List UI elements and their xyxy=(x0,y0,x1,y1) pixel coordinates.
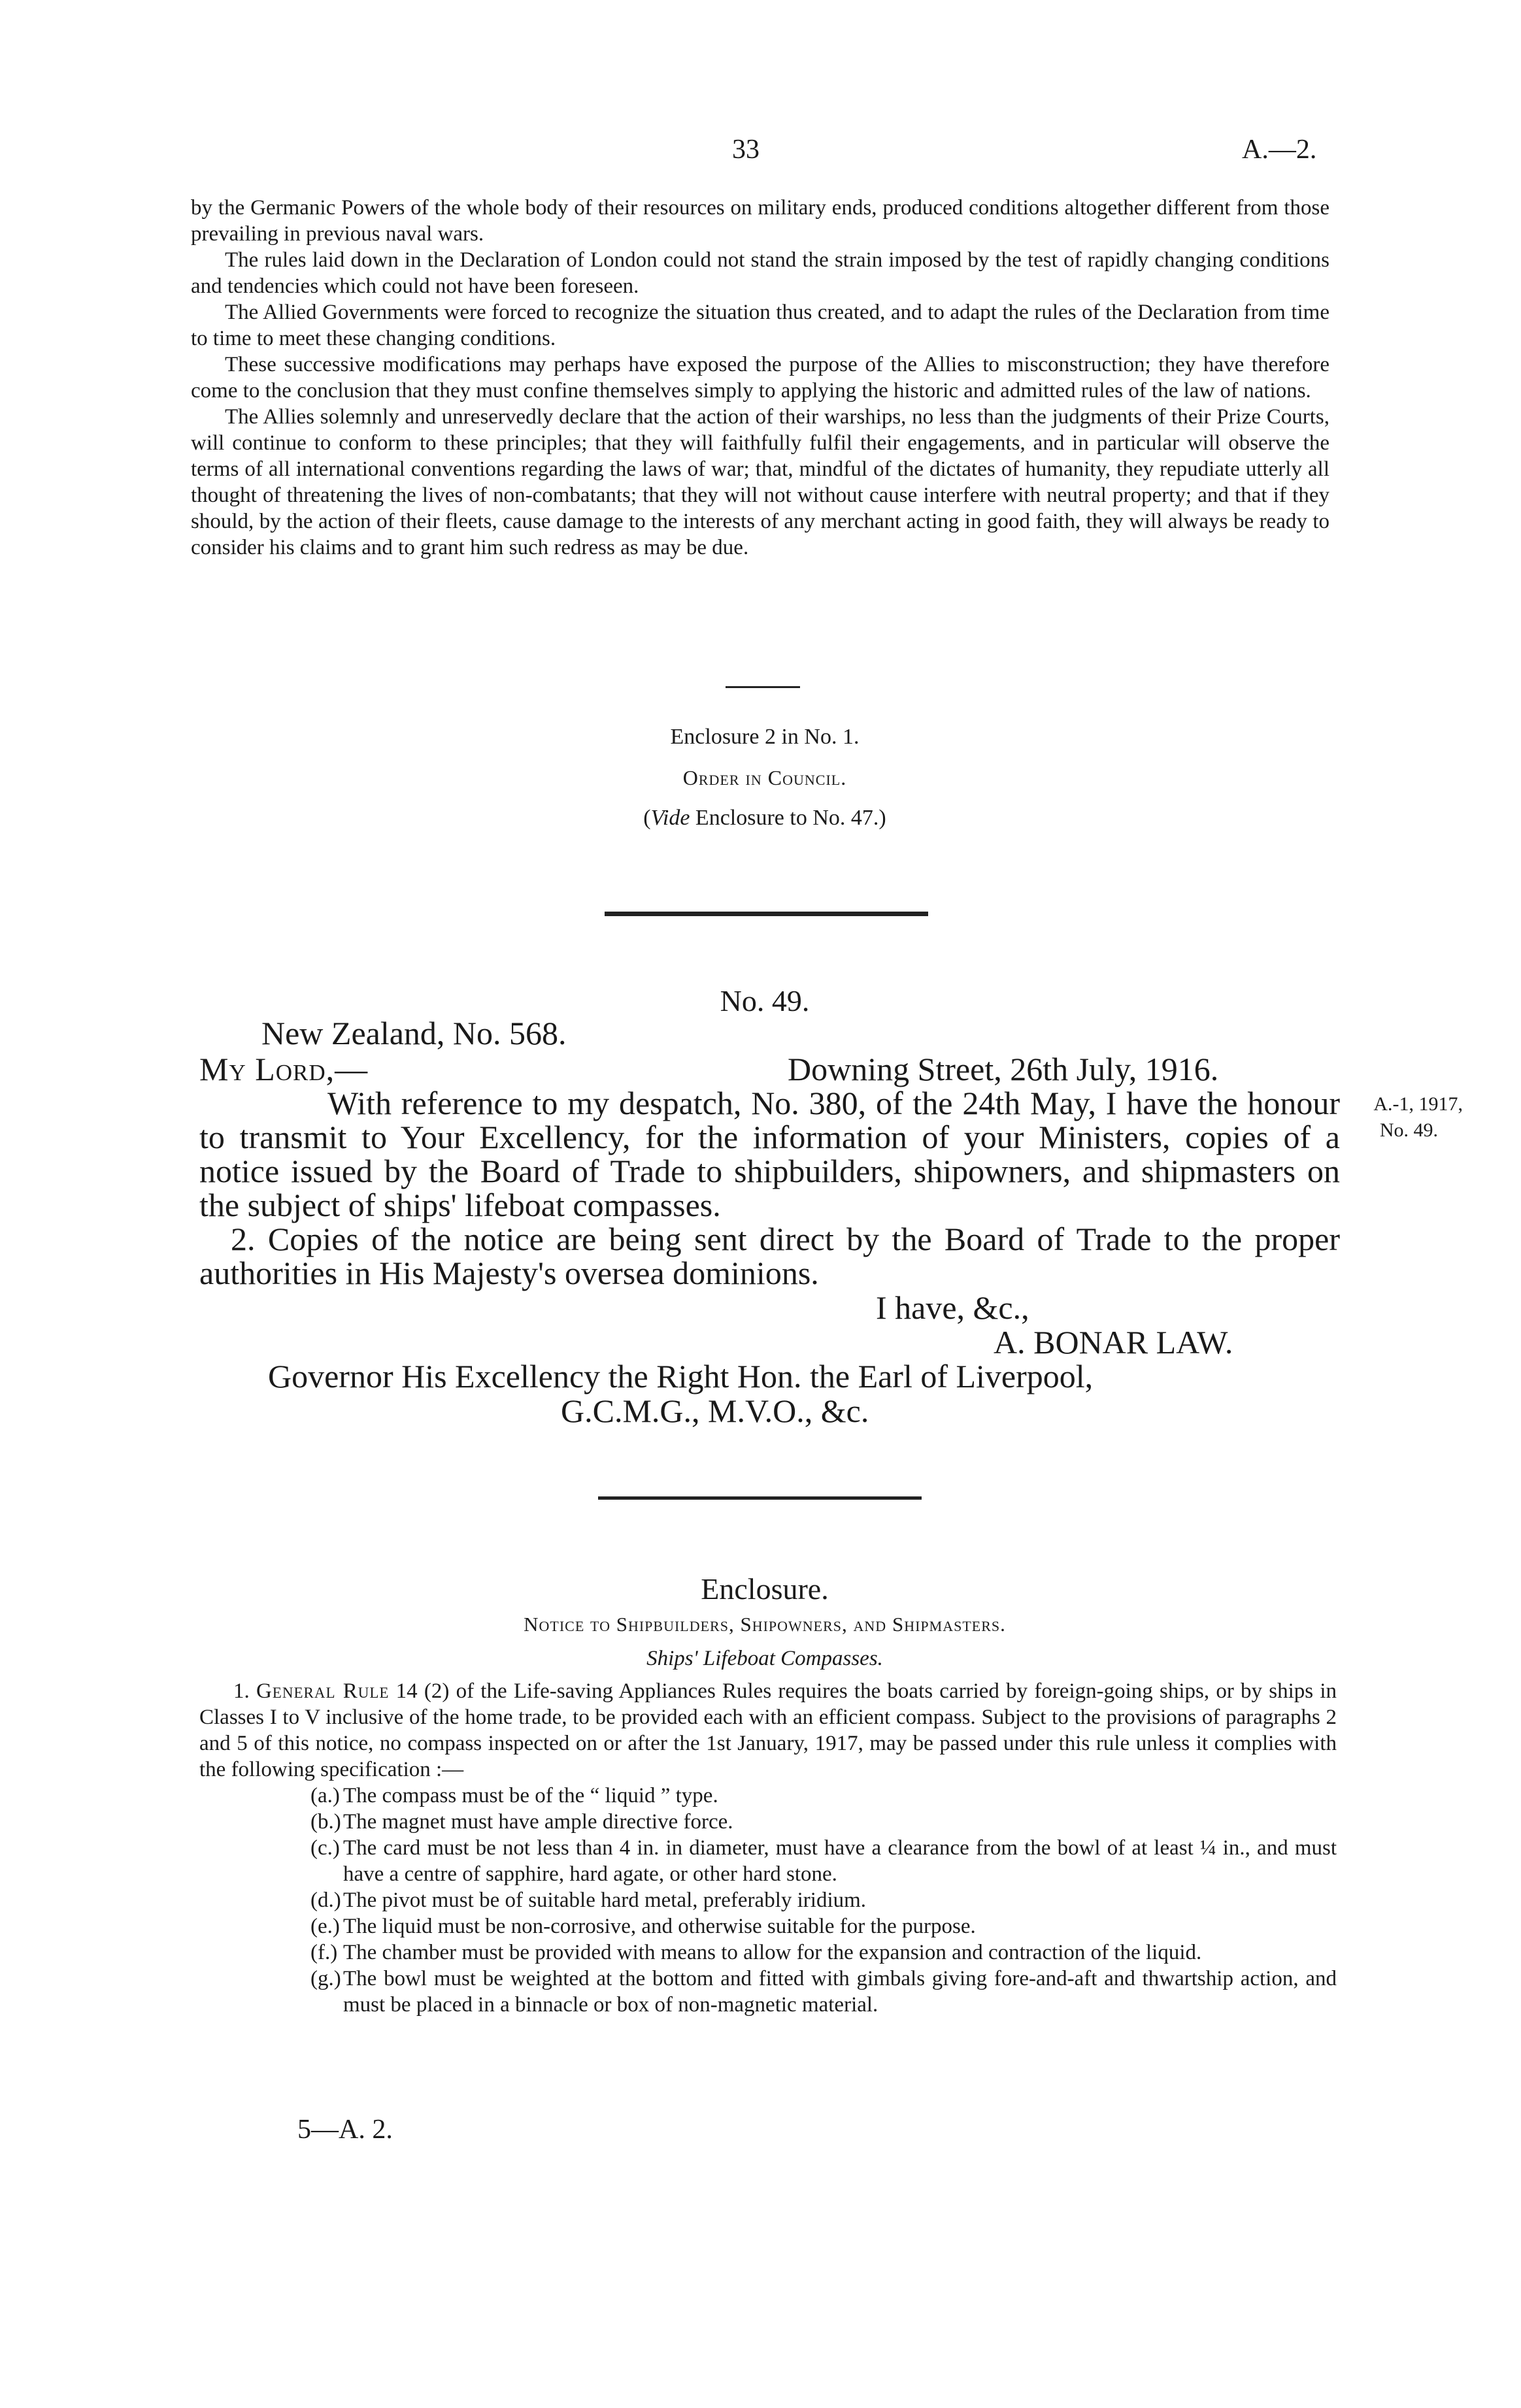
page-number: 33 xyxy=(732,135,760,165)
specification-list xyxy=(199,1783,1337,2018)
list-item-text: The liquid must be non-corrosive, and otherwise suitable for the purpose. xyxy=(343,1915,976,1938)
enclosure-2-heading: Enclosure 2 in No. 1. xyxy=(670,725,860,749)
list-item-label: (b.) xyxy=(310,1810,341,1834)
enclosure-2-reference xyxy=(458,805,1072,831)
rule-number: 1. xyxy=(233,1679,256,1703)
declaration-paragraph: The Allies solemnly and unreservedly declare that the action of their warships, no less than the judgments of their Prize Courts, will continue to conform to these principles; that they will faithfully fulfil their engagements, and in particular will observe the terms of all international conventions regarding the laws of war; that, mindful of the dictates of humanity, they repudiate utterly all thought of threatening the lives of non-combatants; that they will not without cause interfere with neutral property; and that if they should, by the action of their fleets, cause damage to the interests of any merchant acting in good faith, they will always be ready to consider his claims and to grant him such redress as may be due. xyxy=(191,405,1329,559)
section-divider xyxy=(726,686,800,688)
despatch-paragraph-2: 2. Copies of the notice are being sent direct by the Board of Trade to the proper authorities in His Majesty's oversea dominions. xyxy=(199,1221,1340,1291)
margin-reference-1: A.-1, 1917, xyxy=(1373,1093,1463,1115)
declaration-paragraph: The Allied Governments were forced to recognize the situation thus created, and to adapt the rules of the Declaration from time to time to meet these changing conditions. xyxy=(191,301,1329,350)
rule-intro-text: 14 (2) of the Life-saving Appliances Rules requires the boats carried by foreign-going ships, or by ships in Classes I to V inclusive of the home trade, to be provided each with an efficient compass. Subject to the provisions of paragraphs 2 and 5 of this notice, no compass inspected on or after the 1st January, 1917, may be passed under this rule unless it complies with the following specification :— xyxy=(199,1679,1337,1781)
place-and-date: Downing Street, 26th July, 1916. xyxy=(788,1051,1219,1087)
list-item-text: The card must be not less than 4 in. in diameter, must have a clearance from the bowl of at least ¼ in., and must have a centre of sapphire, hard agate, or other hard stone. xyxy=(343,1836,1337,1886)
list-item xyxy=(252,1809,1337,1835)
list-item xyxy=(252,1966,1337,2018)
notice-subtitle: Ships' Lifeboat Compasses. xyxy=(646,1647,883,1670)
list-item-text: The chamber must be provided with means to allow for the expansion and contraction of the liquid. xyxy=(343,1941,1202,1964)
list-item xyxy=(252,1939,1337,1966)
enclosure-heading: Enclosure. xyxy=(701,1572,829,1606)
declaration-paragraph: These successive modifications may perhaps have exposed the purpose of the Allies to misconstruction; they have therefore come to the conclusion that they must confine themselves simply to applying the historic and admitted rules of the law of nations. xyxy=(191,353,1329,403)
list-item-label: (e.) xyxy=(310,1915,340,1938)
notice-body xyxy=(199,1678,1337,2018)
list-item-text: The bowl must be weighted at the bottom and fitted with gimbals giving fore-and-aft and thwartship action, and must be placed in a binnacle or box of non-magnetic material. xyxy=(343,1967,1337,2017)
list-item-text: The compass must be of the “ liquid ” type. xyxy=(343,1784,718,1807)
general-rule-label: General Rule xyxy=(256,1679,390,1703)
signature: A. BONAR LAW. xyxy=(994,1324,1233,1361)
list-item xyxy=(252,1913,1337,1939)
notice-title: Notice to Shipbuilders, Shipowners, and Shipmasters. xyxy=(524,1613,1006,1636)
closing: I have, &c., xyxy=(876,1289,1029,1326)
list-item xyxy=(252,1887,1337,1913)
list-item-label: (f.) xyxy=(310,1941,338,1964)
list-item-text: The magnet must have ample directive force. xyxy=(343,1810,733,1834)
document-reference: A.—2. xyxy=(1242,135,1317,165)
rule-intro xyxy=(199,1678,1337,1783)
despatch-number: No. 49. xyxy=(720,984,810,1017)
margin-reference-2: No. 49. xyxy=(1379,1119,1438,1141)
list-item-label: (d.) xyxy=(310,1888,341,1912)
addressee-line-2: G.C.M.G., M.V.O., &c. xyxy=(561,1393,869,1429)
despatch-reference: New Zealand, No. 568. xyxy=(261,1015,567,1051)
salutation: My Lord,— xyxy=(199,1051,369,1087)
despatch-paragraph-1: With reference to my despatch, No. 380, of the 24th May, I have the honour to transmit to Your Excellency, for the information of your Ministers, copies of a notice issued by the Board of Trade to shipbuilders, shipowners, and shipmasters on the subject of ships' lifeboat compasses. xyxy=(199,1085,1340,1223)
order-in-council-heading: Order in Council. xyxy=(682,766,847,789)
open-paren: ( xyxy=(643,806,651,830)
list-item-label: (g.) xyxy=(310,1967,341,1990)
declaration-paragraph: by the Germanic Powers of the whole body of their resources on military ends, produced conditions altogether different from those prevailing in previous naval wars. xyxy=(191,196,1329,246)
list-item-text: The pivot must be of suitable hard metal, preferably iridium. xyxy=(343,1888,867,1912)
declaration-paragraph: The rules laid down in the Declaration of London could not stand the strain imposed by the test of rapidly changing conditions and tendencies which could not have been foreseen. xyxy=(191,248,1329,298)
enclosure-ref-text: Enclosure to No. 47.) xyxy=(690,806,886,830)
addressee-line-1: Governor His Excellency the Right Hon. the Earl of Liverpool, xyxy=(268,1358,1094,1394)
printer-signature-mark: 5—A. 2. xyxy=(297,2115,393,2145)
list-item xyxy=(252,1783,1337,1809)
list-item-label: (a.) xyxy=(310,1784,340,1807)
declaration-text xyxy=(191,195,1329,561)
list-item-label: (c.) xyxy=(310,1836,340,1860)
section-divider-2 xyxy=(598,1496,922,1500)
vide-word: Vide xyxy=(650,806,690,830)
double-divider xyxy=(605,912,928,916)
list-item xyxy=(252,1835,1337,1887)
